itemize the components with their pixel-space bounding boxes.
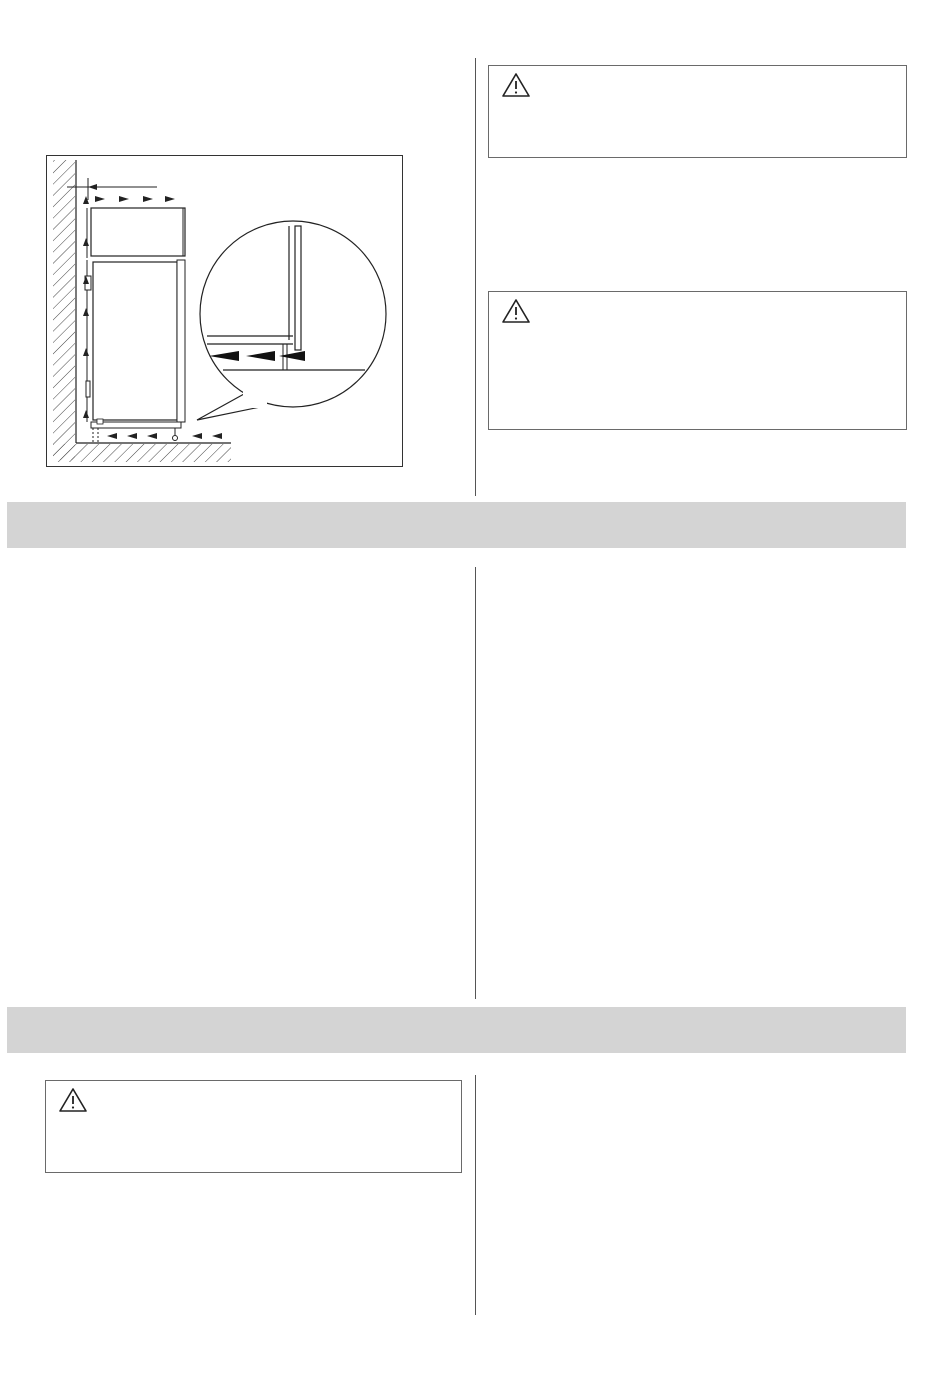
warning-triangle-icon [501, 72, 531, 98]
warning-triangle-icon [58, 1087, 88, 1113]
warning-box-3 [45, 1080, 462, 1173]
floor-hatch [53, 444, 231, 462]
warning-triangle-icon [501, 298, 531, 324]
top-airflow-arrows [95, 196, 175, 202]
column-divider-middle [475, 567, 476, 999]
ventilation-diagram [47, 156, 402, 466]
section-header-1 [7, 502, 906, 548]
warning-box-1 [488, 65, 907, 158]
bottom-airflow-arrows [107, 433, 222, 439]
wall-hatch [53, 160, 75, 460]
warning-box-2 [488, 291, 907, 430]
ventilation-figure [46, 155, 403, 467]
column-divider-bottom [475, 1075, 476, 1315]
column-divider-top [475, 58, 476, 496]
section-header-2 [7, 1007, 906, 1053]
detail-callout [200, 221, 386, 407]
